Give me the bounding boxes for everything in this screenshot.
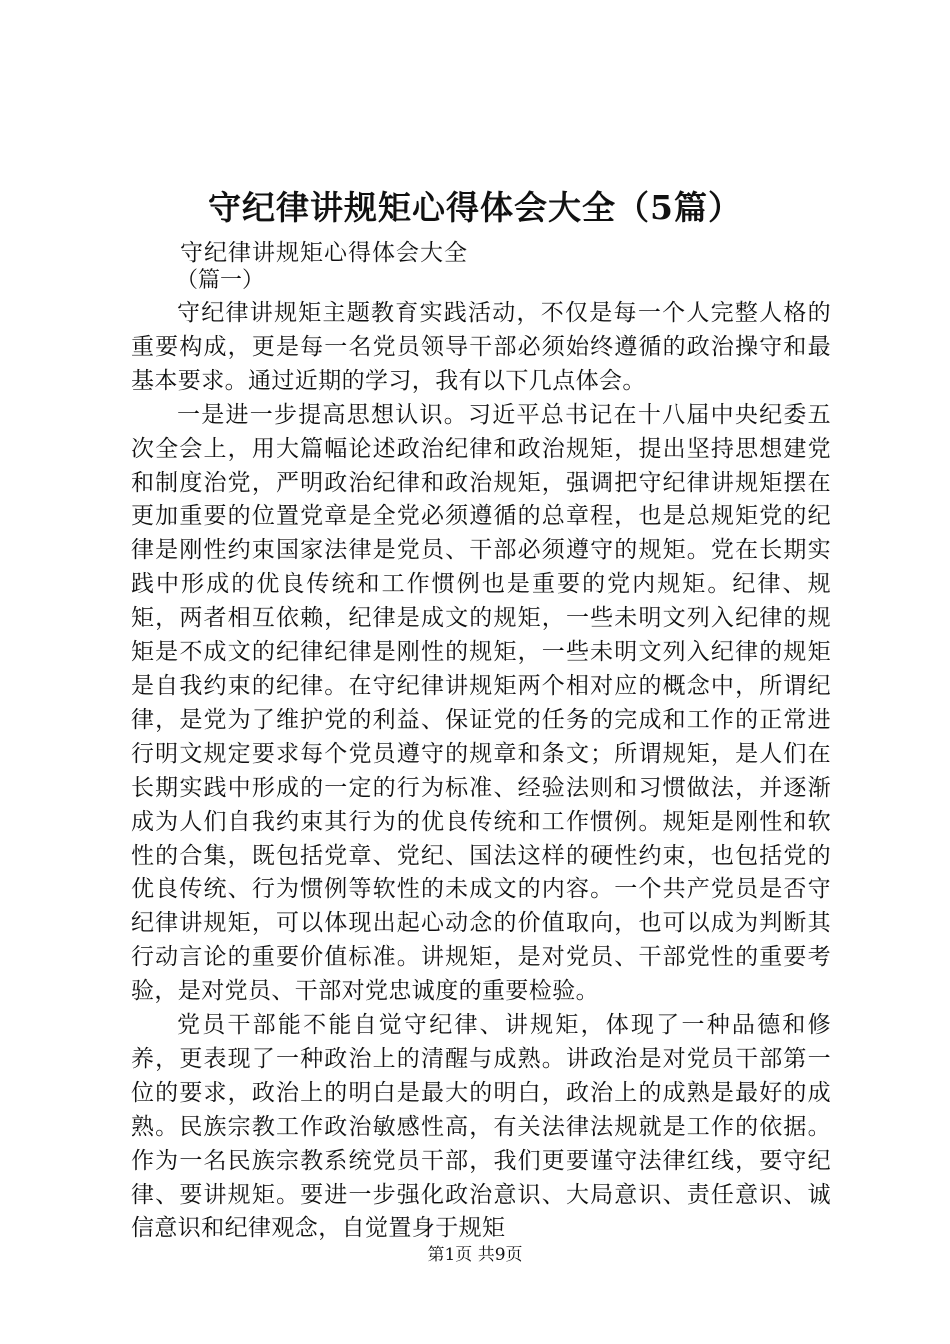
- document-subtitle: 守纪律讲规矩心得体会大全: [180, 240, 468, 266]
- document-title: 守纪律讲规矩心得体会大全（5篇）: [208, 188, 742, 227]
- paragraph: 党员干部能不能自觉守纪律、讲规矩，体现了一种品德和修养，更表现了一种政治上的清醒与成熟。讲政治是对党员干部第一位的要求，政治上的明白是最大的明白，政治上的成熟是最好的成熟。民族宗教工作政治敏感性高，有关法律法规就是工作的依据。作为一名民族宗教系统党员干部，我们更要谨守法律红线，要守纪律、要讲规矩。要进一步强化政治意识、大局意识、责任意识、诚信意识和纪律观念，自觉置身于规矩: [131, 1012, 831, 1242]
- page-footer: 第1页 共9页: [427, 1245, 523, 1265]
- paragraph: 一是进一步提高思想认识。习近平总书记在十八届中央纪委五次全会上，用大篇幅论述政治纪律和政治规矩，提出坚持思想建党和制度治党，严明政治纪律和政治规矩，强调把守纪律讲规矩摆在更加重要的位置党章是全党必须遵循的总章程，也是总规矩党的纪律是刚性约束国家法律是党员、干部必须遵守的规矩。党在长期实践中形成的优良传统和工作惯例也是重要的党内规矩。纪律、规矩，两者相互依赖，纪律是成文的规矩，一些未明文列入纪律的规矩是不成文的纪律纪律是刚性的规矩，一些未明文列入纪律的规矩是自我约束的纪律。在守纪律讲规矩两个相对应的概念中，所谓纪律，是党为了维护党的利益、保证党的任务的完成和工作的正常进行明文规定要求每个党员遵守的规章和条文；所谓规矩，是人们在长期实践中形成的一定的行为标准、经验法则和习惯做法，并逐渐成为人们自我约束其行为的优良传统和工作惯例。规矩是刚性和软性的合集，既包括党章、党纪、国法这样的硬性约束，也包括党的优良传统、行为惯例等软性的未成文的内容。一个共产党员是否守纪律讲规矩，可以体现出起心动念的价值取向，也可以成为判断其行动言论的重要价值标准。讲规矩，是对党员、干部党性的重要考验，是对党员、干部对党忠诚度的重要检验。: [131, 401, 831, 1005]
- section-label: （篇一）: [176, 268, 265, 293]
- body-text: [131, 297, 831, 1246]
- paragraph: 守纪律讲规矩主题教育实践活动，不仅是每一个人完整人格的重要构成，更是每一名党员领导干部必须始终遵循的政治操守和最基本要求。通过近期的学习，我有以下几点体会。: [131, 300, 831, 394]
